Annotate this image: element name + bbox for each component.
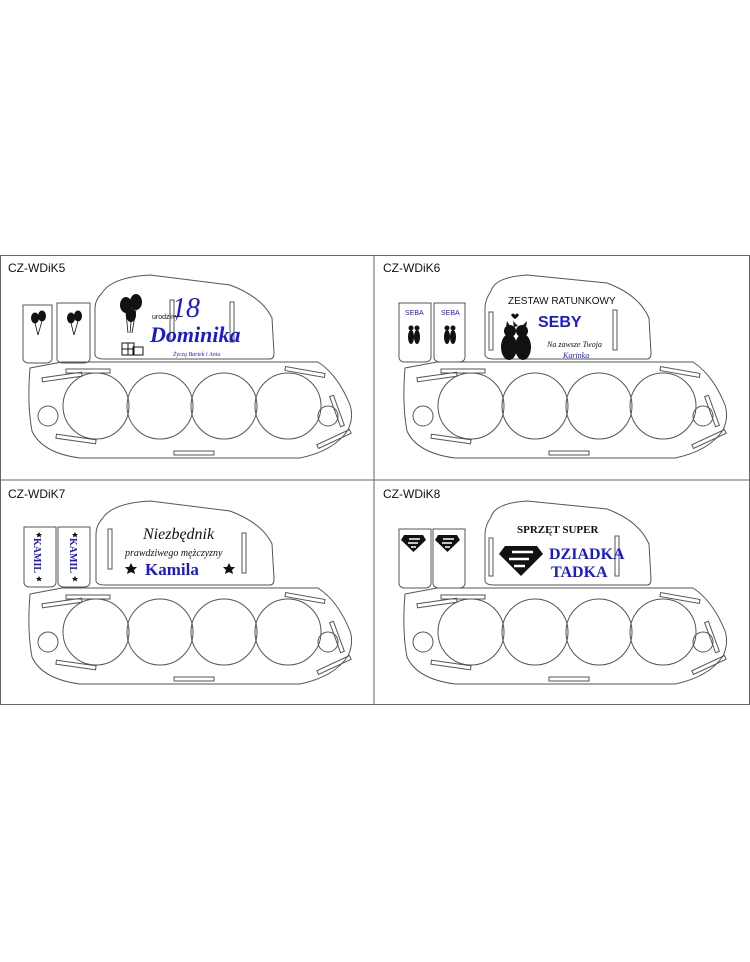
superman-logo-icon (499, 546, 543, 576)
tank-board-outline (375, 255, 748, 478)
engraving-title: ZESTAW RATUNKOWY (508, 296, 616, 307)
engraving-line1: Niezbędnik (143, 526, 215, 543)
glass-label: SEBA (441, 310, 460, 317)
balloon-bunch-icon (120, 294, 142, 333)
engraving-line2: TADKA (551, 564, 608, 581)
cats-couple-icon (408, 326, 420, 345)
engraving-number: 18 (172, 293, 200, 324)
product-code: CZ-WDiK6 (383, 261, 441, 275)
product-panel-wdik5 (0, 255, 373, 478)
product-panel-wdik7 (0, 481, 373, 704)
product-code: CZ-WDiK8 (383, 487, 441, 501)
glass-label: KAMIL (31, 538, 42, 573)
engraving-line2: prawdziwego mężczyzny (125, 548, 223, 559)
cats-couple-icon (501, 314, 531, 361)
engraving-name: SEBY (538, 314, 582, 331)
engraving-title: SPRZĘT SUPER (517, 524, 599, 536)
product-panel-wdik8 (375, 481, 748, 704)
engraving-name: Dominika (150, 322, 241, 347)
product-code: CZ-WDiK5 (8, 261, 66, 275)
tank-board-outline (0, 481, 373, 704)
glass-label: KAMIL (67, 538, 78, 573)
product-grid (0, 255, 750, 705)
engraving-line1: DZIADKA (549, 546, 625, 563)
cats-couple-icon (444, 326, 456, 345)
engraving-small-line: urodziny (152, 314, 179, 321)
tank-board-outline (375, 481, 748, 704)
glass-label: SEBA (405, 310, 424, 317)
engraving-name: Kamila (145, 560, 199, 579)
superman-logo-icon (435, 535, 460, 552)
gift-box-icon (122, 343, 143, 355)
engraving-signature: Życzą Bartek i Ania (173, 352, 221, 358)
engraving-line2: Karinka (563, 351, 590, 360)
balloons-icon (67, 311, 82, 336)
balloons-icon (31, 311, 46, 336)
tank-board-outline (0, 255, 373, 478)
product-panel-wdik6 (375, 255, 748, 478)
engraving-line1: Na zawsze Twoja (547, 340, 602, 349)
product-code: CZ-WDiK7 (8, 487, 66, 501)
superman-logo-icon (401, 535, 426, 552)
